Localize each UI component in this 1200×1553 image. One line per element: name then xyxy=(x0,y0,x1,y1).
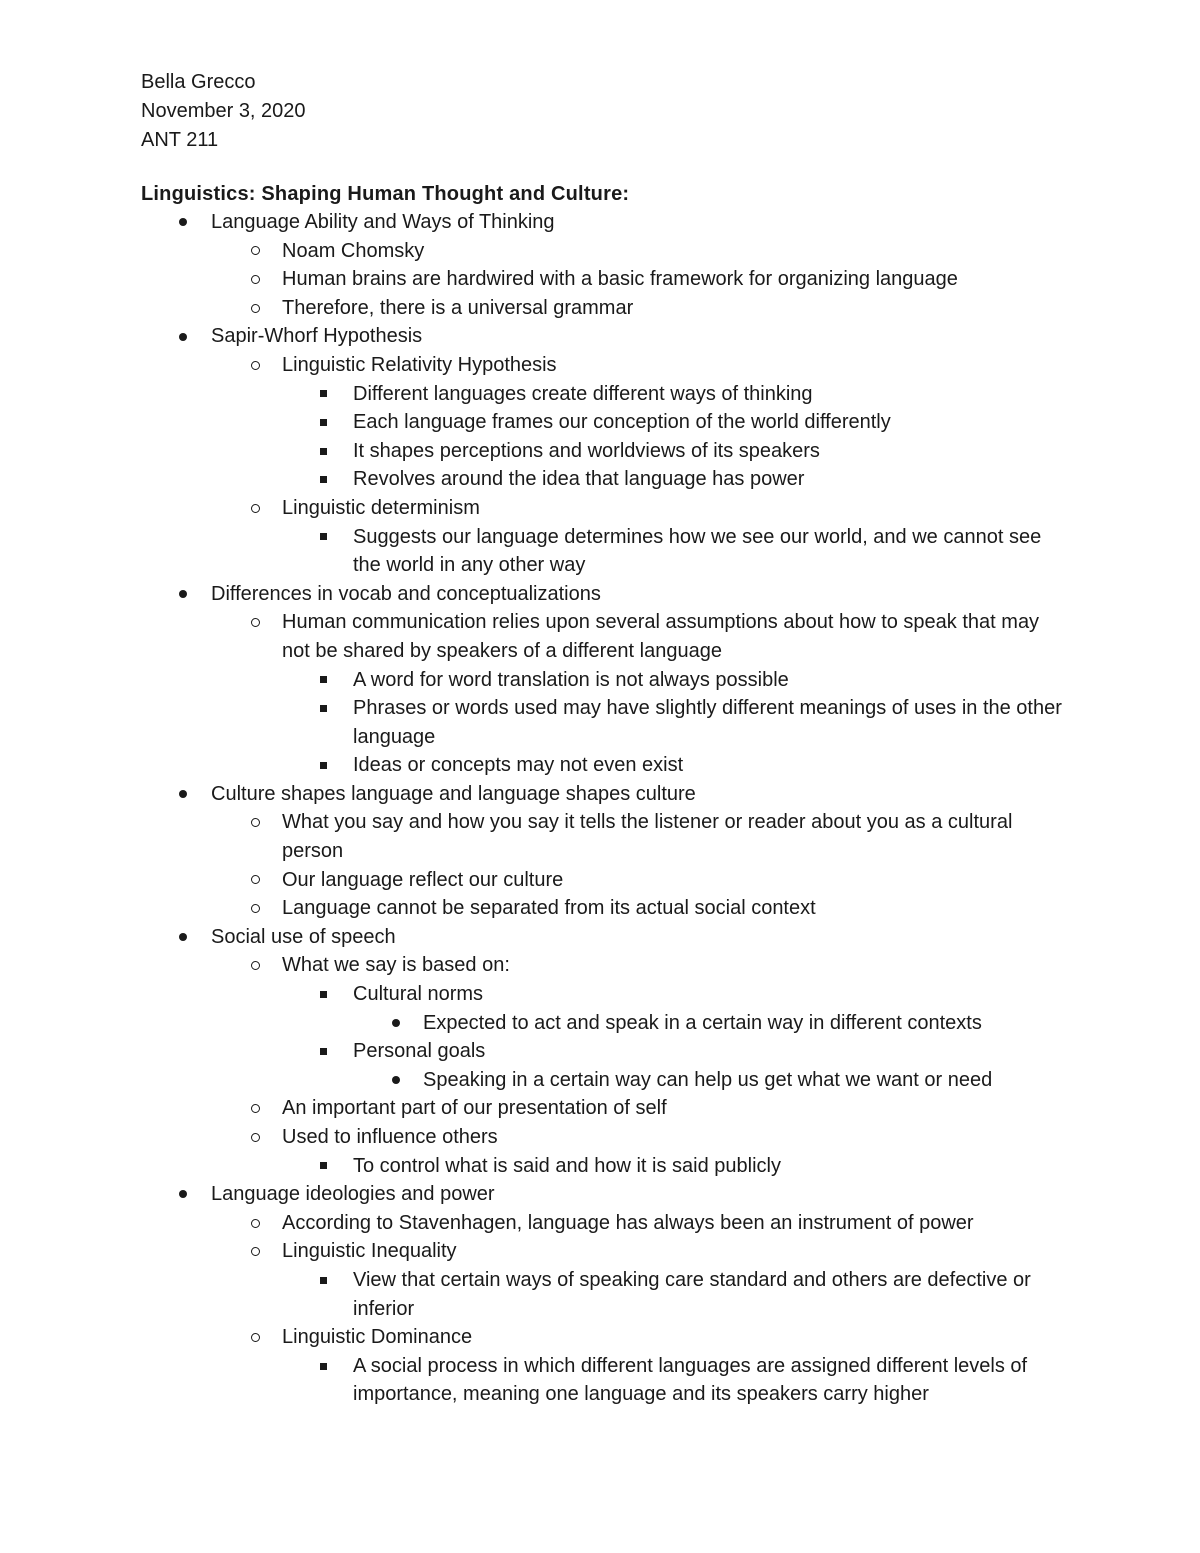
outline-item-level-2 xyxy=(0,894,1200,923)
outline-item-text: Human brains are hardwired with a basic framework for organizing language xyxy=(282,268,958,291)
bullet-marker xyxy=(245,894,265,923)
bullet-marker xyxy=(313,523,333,552)
outline-item-text: Human communication relies upon several assumptions about how to speak that may not be shared by speakers of a different language xyxy=(282,611,1040,662)
outline-item-level-2 xyxy=(0,494,1200,523)
outline-item-text: What you say and how you say it tells the listener or reader about you as a cultural person xyxy=(282,811,1013,863)
outline-item-text: Ideas or concepts may not even exist xyxy=(353,754,684,777)
document-date: November 3, 2020 xyxy=(141,100,306,122)
outline-item-level-1 xyxy=(0,780,1200,809)
circle-bullet-icon xyxy=(251,818,260,827)
bullet-marker xyxy=(245,351,265,380)
square-bullet-icon xyxy=(320,991,327,998)
outline-item-level-3 xyxy=(0,437,1200,466)
outline-item-level-2 xyxy=(0,351,1200,380)
outline-item-level-2 xyxy=(0,1237,1200,1266)
outline-item-level-1 xyxy=(0,322,1200,351)
bullet-marker xyxy=(245,237,265,266)
outline-item-level-4 xyxy=(0,1066,1200,1095)
outline-item-level-2 xyxy=(0,265,1200,294)
outline-item-text: Therefore, there is a universal grammar xyxy=(282,296,634,319)
outline-item-text: An important part of our presentation of self xyxy=(282,1097,667,1120)
outline-item-text: Personal goals xyxy=(353,1040,486,1063)
outline-item-text: Expected to act and speak in a certain way in different contexts xyxy=(423,1011,982,1034)
bullet-marker xyxy=(245,951,265,980)
outline-item-level-2 xyxy=(0,1209,1200,1238)
outline-item-level-2 xyxy=(0,866,1200,895)
bullet-marker xyxy=(245,265,265,294)
outline-item-level-2 xyxy=(0,294,1200,323)
outline-item-text: Linguistic Inequality xyxy=(282,1240,457,1263)
bullet-marker xyxy=(245,1209,265,1238)
outline-item-level-4 xyxy=(0,1009,1200,1038)
circle-bullet-icon xyxy=(251,904,260,913)
circle-bullet-icon xyxy=(251,875,260,884)
square-bullet-icon xyxy=(320,1277,327,1284)
circle-bullet-icon xyxy=(251,1133,260,1142)
circle-bullet-icon xyxy=(251,275,260,284)
outline-item-text: Our language reflect our culture xyxy=(282,868,564,891)
outline-item-level-1 xyxy=(0,580,1200,609)
bullet-marker xyxy=(245,1123,265,1152)
outline-item-level-2 xyxy=(0,1123,1200,1152)
bullet-marker xyxy=(313,666,333,695)
outline-item-text: Language cannot be separated from its actual social context xyxy=(282,897,816,920)
outline-item-text: Used to influence others xyxy=(282,1126,498,1148)
circle-bullet-icon xyxy=(251,304,260,313)
outline-item-text: Noam Chomsky xyxy=(282,239,425,262)
bullet-marker xyxy=(313,437,333,466)
outline-item-text: View that certain ways of speaking care standard and others are defective or inferior xyxy=(353,1268,1031,1320)
author-name: Bella Grecco xyxy=(141,71,256,93)
bullet-marker xyxy=(313,980,333,1009)
disc-bullet-icon xyxy=(179,590,187,598)
circle-bullet-icon xyxy=(251,1104,260,1113)
circle-bullet-icon xyxy=(251,1219,260,1228)
disc-bullet-icon xyxy=(179,1190,187,1198)
outline-item-level-3 xyxy=(0,465,1200,494)
outline-item-level-2 xyxy=(0,608,1200,665)
outline-item-text: Phrases or words used may have slightly different meanings of uses in the other language xyxy=(353,697,1062,748)
outline-item-level-3 xyxy=(0,1152,1200,1181)
outline-item-level-2 xyxy=(0,237,1200,266)
outline-item-level-1 xyxy=(0,923,1200,952)
outline-item-level-2 xyxy=(0,1323,1200,1352)
bullet-marker xyxy=(245,1094,265,1123)
outline-item-text: Linguistic determinism xyxy=(282,496,480,519)
outline-item-text: What we say is based on: xyxy=(282,954,510,977)
bullet-marker xyxy=(313,408,333,437)
outline-item-text: Suggests our language determines how we see our world, and we cannot see the world in any other way xyxy=(353,525,1042,577)
outline-item-level-3 xyxy=(0,408,1200,437)
outline-item-text: Different languages create different ways of thinking xyxy=(353,382,813,405)
outline-item-text: Differences in vocab and conceptualizations xyxy=(211,582,601,605)
bullet-marker xyxy=(313,1152,333,1181)
square-bullet-icon xyxy=(320,448,327,455)
outline-item-text: Culture shapes language and language shapes culture xyxy=(211,782,696,805)
bullet-marker xyxy=(245,1323,265,1352)
outline-item-text: Each language frames our conception of the world differently xyxy=(353,411,891,434)
outline-item-text: Revolves around the idea that language has power xyxy=(353,468,805,491)
circle-bullet-icon xyxy=(251,504,260,513)
square-bullet-icon xyxy=(320,476,327,483)
bullet-marker xyxy=(173,923,193,952)
circle-bullet-icon xyxy=(251,961,260,970)
outline-item-level-3 xyxy=(0,980,1200,1009)
bullet-marker xyxy=(173,580,193,609)
outline-item-text: Linguistic Dominance xyxy=(282,1326,473,1349)
square-bullet-icon xyxy=(320,1048,327,1055)
square-bullet-icon xyxy=(320,419,327,426)
outline-item-text: Language ideologies and power xyxy=(211,1183,495,1206)
outline-item-level-3 xyxy=(0,694,1200,751)
outline-item-level-3 xyxy=(0,1266,1200,1323)
course-code: ANT 211 xyxy=(141,129,219,151)
bullet-marker xyxy=(245,294,265,323)
bullet-marker xyxy=(313,1037,333,1066)
outline-item-level-2 xyxy=(0,808,1200,865)
outline-item-level-1 xyxy=(0,208,1200,237)
notes-outline xyxy=(0,208,1200,1409)
bullet-marker xyxy=(173,322,193,351)
square-bullet-icon xyxy=(320,390,327,397)
outline-item-text: Sapir-Whorf Hypothesis xyxy=(211,325,423,348)
bullet-marker xyxy=(386,1066,406,1095)
square-bullet-icon xyxy=(320,676,327,683)
outline-item-text: Speaking in a certain way can help us get what we want or need xyxy=(423,1068,993,1091)
notes-title: Linguistics: Shaping Human Thought and Culture: xyxy=(141,183,630,205)
bullet-marker xyxy=(245,1237,265,1266)
circle-bullet-icon xyxy=(251,246,260,255)
outline-item-text: A social process in which different languages are assigned different levels of importance, meaning one language and its speakers carry higher xyxy=(353,1354,1028,1406)
outline-item-level-3 xyxy=(0,751,1200,780)
disc-bullet-icon xyxy=(392,1019,400,1027)
outline-item-text: A word for word translation is not always possible xyxy=(353,668,789,691)
bullet-marker xyxy=(173,1180,193,1209)
outline-item-text: Cultural norms xyxy=(353,983,484,1006)
outline-item-text: To control what is said and how it is said publicly xyxy=(353,1154,781,1177)
outline-item-level-3 xyxy=(0,1037,1200,1066)
square-bullet-icon xyxy=(320,533,327,540)
bullet-marker xyxy=(313,751,333,780)
outline-item-text: Language Ability and Ways of Thinking xyxy=(211,211,555,233)
bullet-marker xyxy=(245,608,265,637)
bullet-marker xyxy=(313,1352,333,1381)
bullet-marker xyxy=(313,694,333,723)
bullet-marker xyxy=(313,380,333,409)
circle-bullet-icon xyxy=(251,618,260,627)
disc-bullet-icon xyxy=(179,333,187,341)
disc-bullet-icon xyxy=(392,1076,400,1084)
disc-bullet-icon xyxy=(179,933,187,941)
circle-bullet-icon xyxy=(251,1247,260,1256)
disc-bullet-icon xyxy=(179,790,187,798)
bullet-marker xyxy=(245,866,265,895)
outline-item-level-3 xyxy=(0,666,1200,695)
circle-bullet-icon xyxy=(251,1333,260,1342)
circle-bullet-icon xyxy=(251,361,260,370)
square-bullet-icon xyxy=(320,1162,327,1169)
outline-item-level-3 xyxy=(0,1352,1200,1409)
outline-item-text: It shapes perceptions and worldviews of its speakers xyxy=(353,439,820,462)
square-bullet-icon xyxy=(320,705,327,712)
outline-item-text: Linguistic Relativity Hypothesis xyxy=(282,353,557,376)
bullet-marker xyxy=(313,1266,333,1295)
outline-item-level-3 xyxy=(0,380,1200,409)
square-bullet-icon xyxy=(320,1363,327,1370)
bullet-marker xyxy=(386,1009,406,1038)
bullet-marker xyxy=(173,780,193,809)
outline-item-level-2 xyxy=(0,951,1200,980)
disc-bullet-icon xyxy=(179,218,187,226)
outline-item-text: Social use of speech xyxy=(211,925,396,948)
outline-item-level-3 xyxy=(0,523,1200,580)
bullet-marker xyxy=(245,494,265,523)
outline-item-level-2 xyxy=(0,1094,1200,1123)
bullet-marker xyxy=(245,808,265,837)
outline-item-text: According to Stavenhagen, language has always been an instrument of power xyxy=(282,1211,974,1234)
bullet-marker xyxy=(173,208,193,237)
bullet-marker xyxy=(313,465,333,494)
square-bullet-icon xyxy=(320,762,327,769)
outline-item-level-1 xyxy=(0,1180,1200,1209)
